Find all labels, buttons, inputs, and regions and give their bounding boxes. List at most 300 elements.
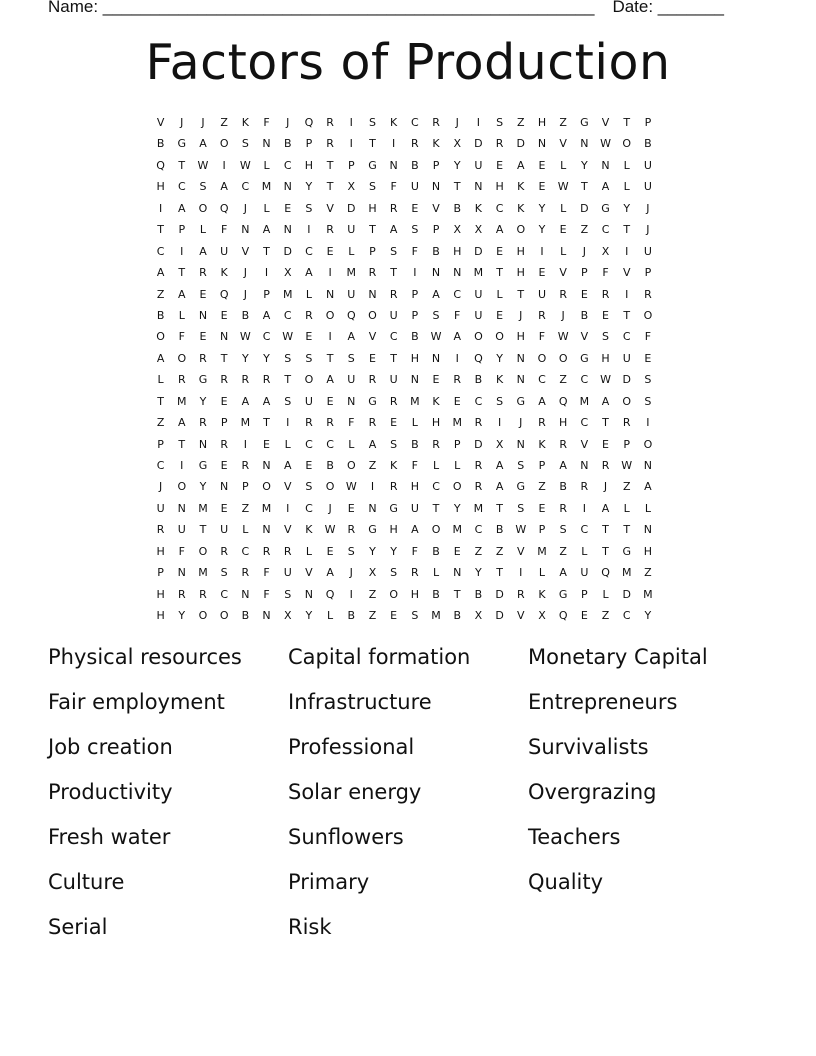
grid-letter: C [156, 244, 165, 258]
grid-letter: W [282, 330, 294, 344]
grid-letter: U [304, 394, 313, 408]
grid-letter: R [559, 501, 567, 515]
grid-letter: U [643, 180, 652, 194]
word-bank-item: Survivalists [528, 735, 649, 759]
grid-letter: R [305, 416, 313, 430]
grid-letter: I [307, 223, 311, 237]
grid-letter: G [368, 523, 377, 537]
grid-letter: N [241, 223, 250, 237]
word-bank-item: Solar energy [288, 780, 422, 804]
grid-letter: T [157, 223, 164, 237]
grid-letter: S [368, 116, 376, 129]
grid-letter: O [431, 523, 441, 537]
grid-letter: J [519, 416, 523, 430]
grid-letter: Q [219, 201, 229, 215]
grid-letter: H [431, 416, 441, 430]
word-bank-item: Primary [288, 870, 370, 894]
grid-letter: B [644, 137, 652, 151]
grid-letter: C [580, 416, 589, 430]
grid-letter: J [646, 201, 650, 215]
grid-letter: K [220, 266, 228, 280]
grid-letter: U [347, 287, 356, 301]
grid-letter: A [156, 266, 165, 280]
grid-letter: V [283, 480, 292, 494]
grid-letter: R [474, 459, 483, 472]
word-search-grid [150, 112, 672, 627]
grid-letter: V [601, 116, 610, 129]
grid-letter: S [644, 373, 652, 387]
grid-letter: C [389, 330, 398, 344]
grid-letter: I [370, 480, 375, 494]
grid-letter: Y [580, 158, 588, 172]
grid-letter: S [241, 137, 249, 151]
grid-letter: S [644, 394, 652, 408]
grid-letter: J [646, 223, 650, 237]
grid-letter: L [348, 244, 355, 258]
word-bank-item: Fresh water [48, 825, 171, 849]
grid-letter: C [305, 244, 313, 258]
grid-letter: R [262, 373, 271, 387]
grid-letter: Z [241, 501, 250, 515]
grid-letter: R [347, 523, 356, 537]
grid-letter: A [644, 480, 652, 494]
grid-letter: J [243, 266, 247, 280]
grid-letter: R [220, 437, 228, 451]
grid-letter: E [390, 416, 398, 430]
grid-letter: Z [622, 480, 631, 494]
grid-letter: P [411, 287, 419, 301]
grid-letter: E [220, 501, 228, 515]
grid-letter: Y [199, 394, 207, 408]
grid-letter: D [474, 437, 483, 451]
grid-letter: H [156, 587, 165, 601]
grid-letter: R [601, 287, 610, 301]
grid-letter: X [453, 223, 461, 237]
grid-letter: E [559, 223, 567, 237]
grid-letter: G [368, 394, 377, 408]
grid-letter: X [347, 180, 356, 194]
grid-letter: E [368, 351, 376, 365]
grid-row [150, 241, 672, 262]
grid-letter: K [495, 373, 504, 387]
grid-letter: F [348, 416, 355, 430]
page-title: Factors of Production [145, 34, 671, 91]
grid-letter: W [621, 459, 633, 472]
grid-letter: R [368, 373, 377, 387]
grid-letter: C [241, 180, 250, 194]
grid-letter: Z [368, 587, 377, 601]
grid-letter: A [517, 158, 525, 172]
grid-letter: R [326, 137, 334, 151]
grid-letter: C [262, 330, 271, 344]
grid-letter: Y [369, 544, 376, 558]
grid-letter: E [390, 609, 398, 623]
grid-letter: Y [453, 501, 461, 515]
grid-letter: M [261, 180, 272, 194]
grid-letter: A [178, 287, 186, 301]
grid-letter: R [474, 480, 483, 494]
grid-letter: A [262, 223, 271, 237]
grid-letter: F [263, 566, 270, 580]
grid-letter: C [326, 437, 334, 451]
grid-letter: O [325, 308, 335, 322]
grid-letter: E [538, 266, 546, 280]
grid-letter: P [263, 287, 270, 301]
grid-letter: N [177, 501, 186, 515]
word-bank-item: Risk [288, 915, 332, 939]
grid-letter: Z [601, 609, 610, 623]
grid-letter: K [538, 587, 546, 601]
grid-letter: I [328, 266, 332, 280]
grid-letter: V [156, 116, 165, 129]
grid-letter: P [242, 480, 249, 494]
grid-letter: A [601, 394, 610, 408]
grid-letter: S [517, 501, 525, 515]
grid-letter: U [347, 223, 356, 237]
grid-letter: I [497, 416, 502, 430]
grid-row [150, 391, 672, 412]
grid-letter: F [263, 587, 270, 601]
grid-row [150, 498, 672, 519]
grid-letter: T [326, 180, 334, 194]
word-bank-item: Productivity [48, 780, 173, 804]
grid-letter: W [515, 523, 527, 537]
grid-letter: F [178, 330, 185, 344]
grid-letter: T [263, 416, 270, 430]
grid-letter: H [516, 244, 525, 258]
grid-letter: O [198, 544, 208, 558]
grid-letter: P [623, 437, 631, 451]
grid-letter: T [496, 266, 503, 280]
grid-letter: H [643, 544, 653, 558]
grid-letter: C [283, 158, 292, 172]
grid-letter: Y [623, 201, 631, 215]
grid-letter: V [622, 266, 631, 280]
grid-letter: Y [475, 566, 482, 580]
grid-letter: D [347, 201, 356, 215]
grid-letter: T [602, 416, 609, 430]
grid-letter: N [516, 351, 525, 365]
grid-letter: N [643, 523, 653, 537]
grid-letter: D [495, 587, 504, 601]
grid-letter: E [580, 287, 588, 301]
grid-letter: A [411, 523, 419, 537]
grid-letter: L [454, 459, 461, 472]
grid-letter: W [239, 330, 251, 344]
grid-letter: E [644, 351, 652, 365]
grid-letter: F [644, 330, 652, 344]
grid-letter: N [474, 180, 483, 194]
word-bank-item: Professional [288, 735, 415, 759]
grid-letter: U [389, 308, 398, 322]
grid-letter: T [326, 351, 334, 365]
grid-letter: L [623, 501, 630, 515]
grid-letter: A [538, 394, 546, 408]
grid-row [150, 541, 672, 562]
grid-letter: R [453, 373, 462, 387]
grid-row [150, 605, 672, 626]
grid-letter: K [538, 437, 546, 451]
grid-letter: K [241, 116, 249, 129]
grid-letter: U [220, 523, 229, 537]
grid-letter: U [389, 373, 398, 387]
grid-letter: L [348, 437, 355, 451]
grid-letter: S [199, 180, 207, 194]
grid-letter: I [349, 137, 353, 151]
word-bank-item: Monetary Capital [528, 645, 708, 669]
grid-letter: N [601, 158, 610, 172]
grid-letter: F [178, 544, 185, 558]
grid-letter: W [324, 523, 336, 537]
grid-letter: D [622, 587, 631, 601]
grid-letter: R [241, 566, 250, 580]
grid-letter: V [580, 330, 589, 344]
grid-letter: U [177, 523, 186, 537]
grid-letter: P [644, 266, 652, 280]
grid-letter: Z [156, 287, 165, 301]
grid-letter: J [158, 480, 163, 494]
grid-letter: G [516, 394, 526, 408]
grid-letter: R [326, 223, 334, 237]
grid-letter: D [283, 244, 292, 258]
grid-letter: J [286, 116, 290, 129]
grid-letter: Z [156, 416, 165, 430]
grid-letter: I [625, 244, 629, 258]
grid-letter: P [220, 416, 228, 430]
grid-row [150, 326, 672, 347]
grid-letter: T [623, 223, 631, 237]
grid-letter: S [220, 566, 228, 580]
grid-letter: B [495, 523, 504, 537]
grid-letter: K [390, 459, 398, 472]
grid-letter: H [156, 180, 165, 194]
grid-letter: M [473, 501, 484, 515]
grid-letter: A [601, 501, 610, 515]
grid-letter: J [561, 308, 565, 322]
grid-letter: E [453, 394, 461, 408]
grid-letter: Y [538, 223, 546, 237]
word-bank-item: Fair employment [48, 690, 225, 714]
grid-letter: S [347, 351, 355, 365]
grid-letter: E [432, 373, 440, 387]
grid-letter: S [432, 308, 440, 322]
grid-letter: E [305, 330, 313, 344]
grid-letter: R [156, 523, 165, 537]
grid-letter: X [368, 566, 377, 580]
grid-letter: S [411, 223, 419, 237]
grid-letter: N [368, 287, 377, 301]
grid-letter: R [199, 416, 207, 430]
grid-letter: O [643, 308, 653, 322]
grid-letter: I [286, 416, 290, 430]
grid-letter: A [283, 459, 292, 472]
grid-letter: U [156, 501, 165, 515]
grid-letter: A [326, 373, 334, 387]
grid-letter: C [177, 180, 186, 194]
grid-letter: T [178, 437, 186, 451]
grid-letter: R [389, 480, 398, 494]
grid-row [150, 434, 672, 455]
grid-letter: I [349, 587, 353, 601]
grid-letter: A [326, 566, 334, 580]
grid-letter: Y [178, 609, 186, 623]
grid-letter: H [516, 266, 525, 280]
grid-letter: I [243, 437, 247, 451]
grid-letter: N [580, 459, 589, 472]
grid-letter: O [622, 137, 632, 151]
grid-letter: N [643, 459, 653, 472]
grid-letter: R [411, 566, 419, 580]
grid-letter: Z [517, 116, 525, 129]
grid-row [150, 176, 672, 197]
grid-letter: N [410, 373, 419, 387]
grid-letter: O [622, 394, 632, 408]
grid-letter: Y [199, 480, 207, 494]
grid-letter: C [283, 308, 292, 322]
grid-letter: Y [644, 609, 652, 623]
grid-letter: N [304, 587, 314, 601]
grid-letter: W [600, 137, 611, 151]
grid-letter: R [283, 544, 292, 558]
grid-letter: O [452, 480, 462, 494]
grid-letter: L [560, 244, 567, 258]
grid-letter: N [177, 566, 186, 580]
grid-letter: L [602, 587, 609, 601]
grid-letter: I [158, 201, 163, 215]
grid-letter: Z [559, 116, 567, 129]
grid-letter: E [326, 544, 334, 558]
grid-letter: I [582, 501, 586, 515]
grid-row [150, 198, 672, 219]
grid-letter: I [286, 501, 290, 515]
grid-letter: A [262, 394, 271, 408]
grid-letter: E [199, 330, 207, 344]
grid-letter: B [411, 437, 419, 451]
grid-letter: Y [453, 158, 461, 172]
grid-letter: O [219, 137, 229, 151]
grid-letter: L [496, 287, 503, 301]
grid-letter: E [580, 609, 588, 623]
grid-letter: N [262, 459, 271, 472]
grid-row [150, 112, 672, 133]
grid-letter: X [283, 609, 292, 623]
grid-letter: J [243, 287, 247, 301]
grid-letter: A [199, 137, 207, 151]
grid-letter: A [178, 201, 186, 215]
grid-letter: S [284, 351, 292, 365]
grid-letter: H [368, 201, 377, 215]
grid-letter: B [411, 158, 419, 172]
grid-letter: J [349, 566, 353, 580]
grid-letter: C [580, 373, 589, 387]
grid-letter: N [453, 566, 462, 580]
grid-letter: C [538, 373, 546, 387]
grid-letter: E [220, 459, 228, 472]
name-date-header [48, 0, 724, 17]
grid-letter: D [516, 137, 526, 151]
grid-letter: R [199, 266, 207, 280]
word-bank-item: Job creation [48, 735, 173, 759]
grid-letter: X [453, 137, 461, 151]
grid-letter: I [646, 416, 650, 430]
grid-letter: G [389, 501, 398, 515]
word-bank-item: Serial [48, 915, 108, 939]
grid-letter: D [580, 201, 589, 215]
name-field-label: Name: ____________________________________________________ [48, 0, 595, 16]
grid-letter: B [432, 544, 440, 558]
grid-letter: F [538, 330, 546, 344]
grid-letter: C [305, 501, 313, 515]
grid-letter: Q [346, 308, 356, 322]
grid-letter: E [538, 158, 546, 172]
grid-letter: S [284, 394, 292, 408]
grid-row [150, 155, 672, 176]
grid-letter: N [347, 394, 356, 408]
grid-letter: T [263, 244, 270, 258]
grid-letter: R [580, 480, 589, 494]
grid-letter: X [474, 609, 483, 623]
grid-letter: J [603, 480, 608, 494]
grid-letter: M [473, 266, 484, 280]
grid-letter: U [347, 373, 356, 387]
grid-letter: C [220, 587, 228, 601]
grid-letter: S [390, 244, 398, 258]
grid-letter: Q [558, 609, 568, 623]
grid-letter: Q [558, 394, 568, 408]
grid-letter: F [454, 308, 461, 322]
grid-letter: A [453, 330, 461, 344]
grid-letter: F [411, 544, 418, 558]
grid-letter: S [347, 544, 355, 558]
grid-letter: L [263, 158, 270, 172]
grid-letter: O [558, 351, 568, 365]
grid-letter: A [220, 180, 228, 194]
grid-row [150, 305, 672, 326]
grid-letter: U [474, 287, 483, 301]
grid-letter: Z [559, 373, 567, 387]
grid-letter: R [220, 373, 228, 387]
grid-row [150, 476, 672, 497]
grid-letter: O [198, 201, 208, 215]
grid-row [150, 133, 672, 154]
grid-letter: J [455, 116, 459, 129]
grid-letter: T [580, 180, 588, 194]
grid-letter: T [369, 223, 376, 237]
grid-letter: M [431, 609, 441, 623]
grid-letter: H [601, 351, 610, 365]
grid-letter: C [601, 223, 610, 237]
grid-letter: N [241, 587, 250, 601]
grid-letter: S [390, 566, 398, 580]
grid-letter: H [156, 609, 165, 623]
grid-letter: N [368, 501, 377, 515]
grid-letter: D [474, 137, 483, 151]
grid-letter: Z [368, 609, 377, 623]
grid-letter: C [622, 609, 631, 623]
grid-letter: A [347, 330, 356, 344]
grid-letter: B [453, 201, 461, 215]
grid-letter: S [496, 394, 504, 408]
grid-letter: T [623, 308, 631, 322]
grid-letter: R [538, 416, 546, 430]
grid-letter: A [559, 566, 567, 580]
grid-letter: I [392, 137, 396, 151]
grid-letter: L [284, 437, 291, 451]
grid-letter: W [557, 180, 569, 194]
grid-letter: R [538, 308, 546, 322]
grid-letter: B [453, 609, 461, 623]
grid-letter: T [432, 501, 440, 515]
